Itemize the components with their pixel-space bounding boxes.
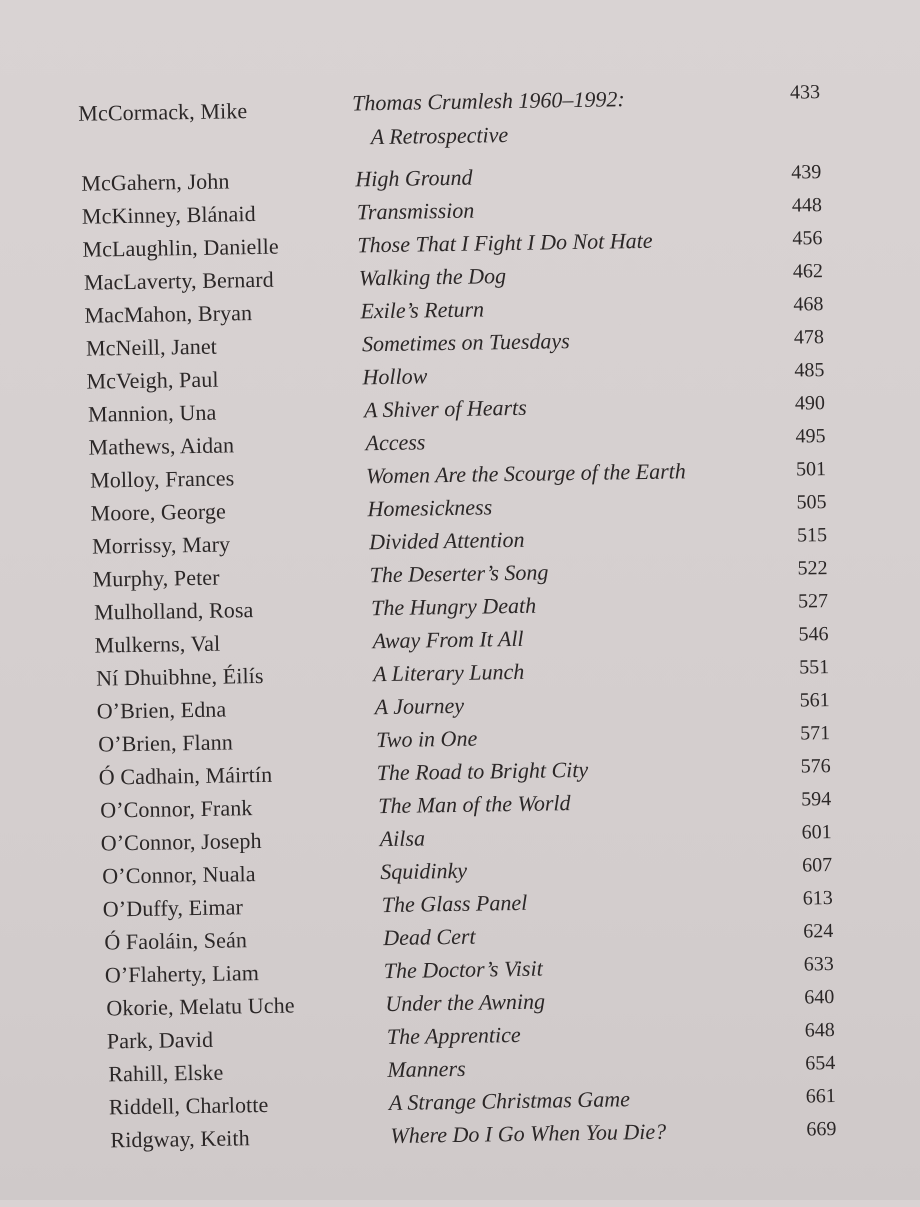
author-name: Rahill, Elske (108, 1059, 224, 1087)
author-name: O’Brien, Flann (98, 729, 234, 757)
page-number: 478 (793, 326, 825, 349)
story-title: Walking the Dog (358, 263, 507, 291)
story-title: The Man of the World (378, 790, 571, 819)
author-name: Riddell, Charlotte (108, 1091, 269, 1120)
story-title: Exile’s Return (360, 296, 485, 324)
author-name: Ridgway, Keith (110, 1125, 250, 1153)
author-name: MacLaverty, Bernard (83, 266, 274, 295)
contents-row (0, 81, 912, 150)
story-title: The Deserter’s Song (369, 559, 549, 588)
page-number: 654 (805, 1052, 836, 1075)
story-title: A Journey (374, 692, 465, 720)
author-name: O’Duffy, Eimar (102, 894, 244, 922)
page-number: 433 (789, 81, 821, 104)
page-number: 624 (803, 920, 834, 943)
page-number: 527 (797, 590, 829, 613)
page-number: 485 (794, 359, 825, 382)
page-number: 633 (803, 953, 834, 976)
author-name: Moore, George (90, 498, 227, 526)
page-number: 522 (797, 557, 828, 580)
author-name: Mulholland, Rosa (93, 597, 254, 625)
page-number: 501 (795, 458, 827, 481)
story-title: The Hungry Death (370, 592, 537, 621)
story-title: Homesickness (367, 494, 493, 522)
story-title: Where Do I Go When You Die? (390, 1118, 667, 1149)
author-name: O’Connor, Nuala (102, 861, 256, 889)
story-title: A Shiver of Hearts (363, 394, 527, 423)
story-title: Thomas Crumlesh 1960–1992: (351, 86, 625, 116)
story-title: High Ground (355, 164, 473, 192)
page-number: 505 (796, 491, 827, 514)
page-number: 669 (806, 1117, 837, 1141)
story-title: Transmission (356, 197, 475, 225)
story-title: Access (365, 429, 426, 456)
author-name: Morrissy, Mary (91, 531, 231, 559)
story-title: Divided Attention (368, 526, 525, 555)
author-name: Mathews, Aidan (88, 432, 235, 460)
page-number: 571 (799, 722, 831, 745)
author-name: McLaughlin, Danielle (82, 233, 279, 262)
page-number: 462 (792, 260, 824, 283)
story-title: The Apprentice (386, 1021, 521, 1050)
story-title: Women Are the Scourge of the Earth (365, 458, 686, 489)
story-title: Two in One (375, 725, 478, 753)
story-title: Away From It All (372, 625, 524, 654)
story-title: Under the Awning (385, 988, 546, 1017)
author-name: Ó Faoláin, Seán (104, 927, 248, 955)
page-number: 468 (793, 293, 824, 316)
author-name: Murphy, Peter (92, 564, 220, 592)
page-number: 661 (805, 1085, 837, 1108)
author-name: Okorie, Melatu Uche (106, 992, 295, 1021)
story-title: A Strange Christmas Game (388, 1086, 631, 1116)
story-title: Sometimes on Tuesdays (361, 328, 570, 357)
page-number: 448 (791, 194, 823, 217)
story-title: Manners (387, 1055, 466, 1083)
page-number: 576 (800, 755, 831, 778)
author-name: O’Flaherty, Liam (104, 960, 260, 988)
story-title: A Literary Lunch (372, 658, 525, 687)
story-title: Squidinky (380, 857, 468, 885)
author-name: O’Brien, Edna (96, 696, 227, 724)
author-name: O’Connor, Frank (100, 795, 253, 823)
author-name: Ó Cadhain, Máirtín (98, 761, 273, 790)
page-number: 601 (801, 821, 832, 844)
page-number: 551 (798, 656, 830, 679)
page-number: 561 (799, 689, 830, 712)
page-number: 495 (795, 425, 826, 448)
author-name: Molloy, Frances (89, 465, 235, 493)
author-name: O’Connor, Joseph (100, 827, 262, 856)
author-name: MacMahon, Bryan (84, 300, 253, 328)
page-number: 515 (796, 524, 828, 547)
author-name: Mulkerns, Val (94, 630, 221, 658)
story-title: Ailsa (379, 825, 426, 852)
story-title-continued: A Retrospective (370, 122, 509, 150)
page-number: 456 (792, 227, 823, 250)
story-title: Hollow (362, 363, 428, 390)
author-name: McKinney, Blánaid (81, 201, 256, 229)
author-name: McCormack, Mike (78, 98, 248, 126)
story-title: The Glass Panel (381, 889, 528, 918)
author-name: Ní Dhuibhne, Éilís (95, 662, 264, 691)
page-number: 490 (794, 392, 826, 415)
story-title: Those That I Fight I Do Not Hate (357, 227, 653, 258)
author-name: McVeigh, Paul (86, 366, 219, 394)
page-number: 640 (804, 986, 835, 1009)
author-name: McGahern, John (81, 168, 230, 196)
page-number: 613 (802, 887, 833, 910)
author-name: Mannion, Una (87, 399, 217, 427)
page-number: 546 (798, 623, 829, 646)
story-title: The Road to Bright City (376, 756, 589, 786)
author-name: Park, David (106, 1026, 214, 1054)
story-title: The Doctor’s Visit (383, 955, 543, 984)
page-number: 594 (801, 788, 832, 811)
page-number: 439 (791, 161, 822, 184)
page-number: 607 (802, 854, 833, 877)
author-name: McNeill, Janet (85, 333, 218, 361)
story-title: Dead Cert (383, 923, 476, 951)
page-number: 648 (804, 1019, 835, 1042)
